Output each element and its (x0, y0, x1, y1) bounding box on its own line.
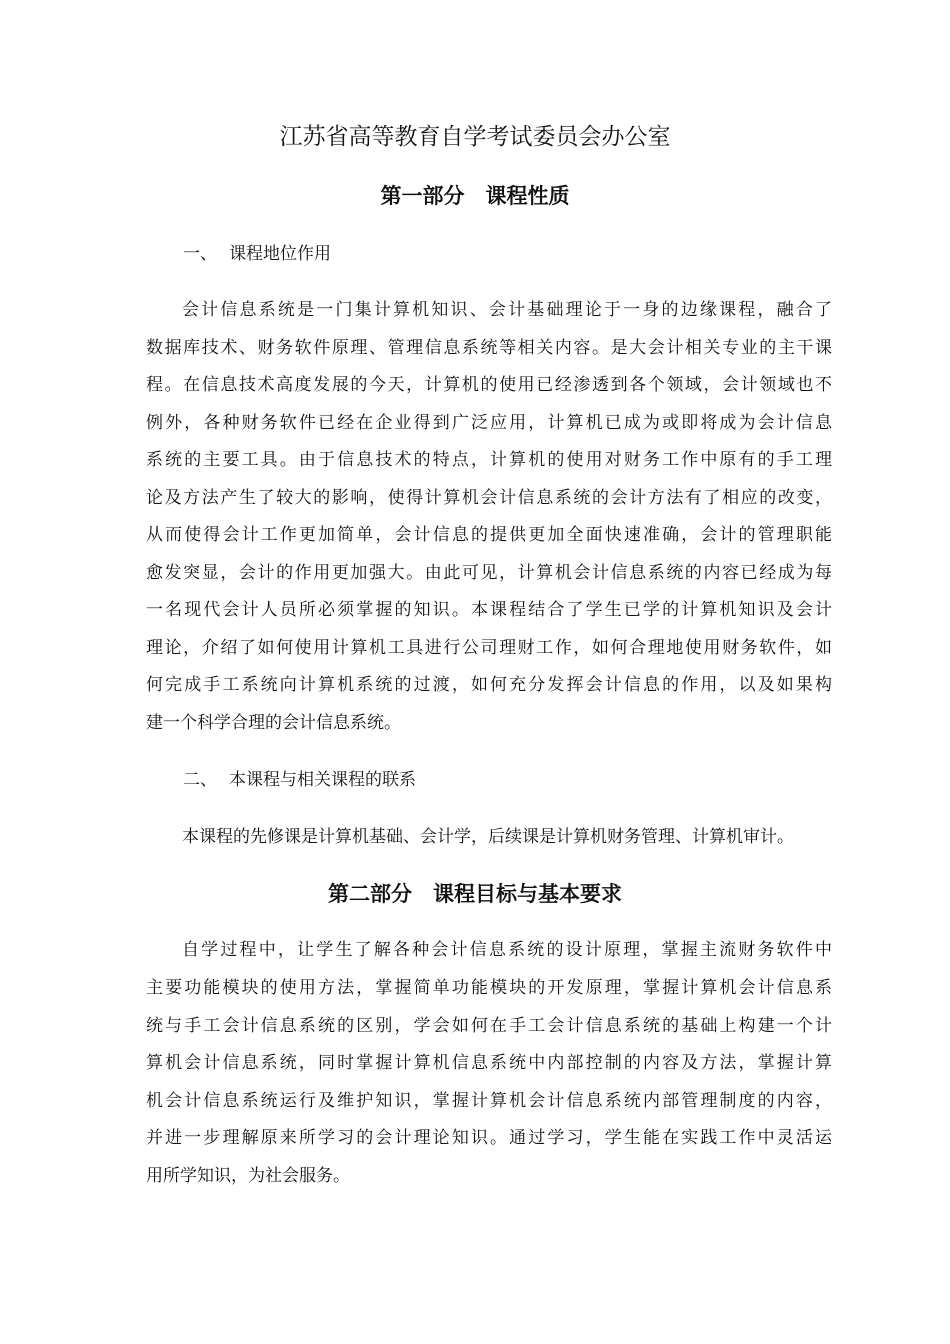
paragraph-line: 机会计信息系统运行及维护知识，掌握计算机会计信息系统内部管理制度的内容， (146, 1091, 832, 1111)
paragraph-line: 从而使得会计工作更加简单，会计信息的提供更加全面快速准确，会计的管理职能 (146, 525, 832, 545)
paragraph-line: 数据库技术、财务软件原理、管理信息系统等相关内容。是大会计相关专业的主干课 (146, 338, 832, 358)
section1-number: 一、 (183, 244, 217, 264)
paragraph-line: 论及方法产生了较大的影响，使得计算机会计信息系统的会计方法有了相应的改变， (146, 488, 832, 508)
paragraph-line: 系统的主要工具。由于信息技术的特点，计算机的使用对财务工作中原有的手工理 (146, 450, 832, 470)
paragraph-line: 例外，各种财务软件已经在企业得到广泛应用，计算机已成为或即将成为会计信息 (146, 413, 832, 433)
section2-number: 二、 (183, 770, 217, 790)
section2-title: 本课程与相关课程的联系 (229, 770, 416, 790)
paragraph-line: 用所学知识，为社会服务。 (146, 1166, 350, 1186)
paragraph-line: 算机会计信息系统，同时掌握计算机信息系统中内部控制的内容及方法，掌握计算 (146, 1053, 832, 1073)
paragraph-line: 会计信息系统是一门集计算机知识、会计基础理论于一身的边缘课程，融合了 (182, 300, 832, 320)
part1-title: 第一部分 课程性质 (380, 183, 570, 208)
paragraph-line: 程。在信息技术高度发展的今天，计算机的使用已经渗透到各个领域，会计领域也不 (146, 375, 832, 395)
paragraph-line: 并进一步理解原来所学习的会计理论知识。通过学习，学生能在实践工作中灵活运 (146, 1128, 832, 1148)
paragraph-line: 何完成手工系统向计算机系统的过渡，如何充分发挥会计信息的作用，以及如果构 (146, 675, 832, 695)
section1-title: 课程地位作用 (229, 244, 331, 264)
section1-heading (183, 242, 331, 266)
part2-title: 第二部分 课程目标与基本要求 (328, 881, 622, 906)
section2-heading (183, 768, 416, 792)
paragraph-line: 自学过程中，让学生了解各种会计信息系统的设计原理，掌握主流财务软件中 (182, 940, 832, 960)
document-title: 江苏省高等教育自学考试委员会办公室 (279, 124, 671, 150)
paragraph-line: 理论，介绍了如何使用计算机工具进行公司理财工作，如何合理地使用财务软件，如 (146, 638, 832, 658)
paragraph-line: 主要功能模块的使用方法，掌握简单功能模块的开发原理，掌握计算机会计信息系 (146, 978, 832, 998)
paragraph-line: 一名现代会计人员所必须掌握的知识。本课程结合了学生已学的计算机知识及会计 (146, 600, 832, 620)
paragraph-line: 愈发突显，会计的作用更加强大。由此可见，计算机会计信息系统的内容已经成为每 (146, 563, 832, 583)
paragraph-line: 建一个科学合理的会计信息系统。 (146, 713, 401, 733)
paragraph-line: 本课程的先修课是计算机基础、会计学，后续课是计算机财务管理、计算机审计。 (182, 827, 794, 847)
paragraph-line: 统与手工会计信息系统的区别，学会如何在手工会计信息系统的基础上构建一个计 (146, 1016, 832, 1036)
